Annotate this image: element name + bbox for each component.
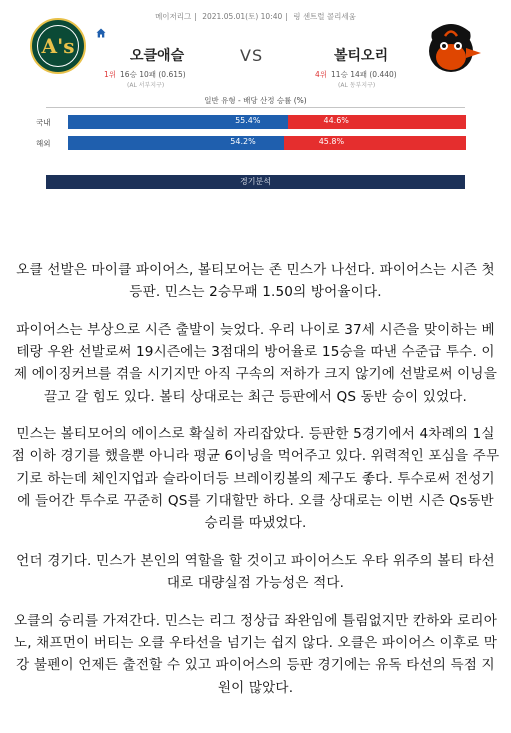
home-icon <box>96 28 106 38</box>
analysis-article <box>10 259 501 714</box>
article-paragraph: 언더 경기다. 민스가 본인의 역할을 할 것이고 파이어스도 우타 위주의 볼티 타선 대로 대량실점 가능성은 적다. <box>16 552 495 592</box>
analysis-tab[interactable]: 경기분석 <box>46 175 465 189</box>
oakland-athletics-logo <box>30 18 86 74</box>
domestic-home-bar <box>68 115 288 129</box>
home-record: 16승 10패 (0.615) <box>120 70 186 79</box>
venue-label: 링 센트럴 콜리세움 <box>293 12 356 21</box>
vs-label: VS <box>240 46 264 65</box>
baltimore-orioles-logo <box>420 18 482 76</box>
match-meta: 메이저리그 | 2021.05.01(토) 10:40 | 링 센트럴 콜리세움 <box>155 12 356 21</box>
overseas-label: 해외 <box>36 139 51 148</box>
away-rank: 4위 <box>315 70 328 79</box>
away-record: 11승 14패 (0.440) <box>331 70 397 79</box>
article-paragraph: 오클의 승리를 가져간다. 민스는 리그 정상급 좌완임에 틀림없지만 칸하와 로리아노, 채프먼이 버티는 오클 우타선을 넘기는 쉽지 않다. 오클은 파이어스 이후로 막강 불펜이 언제든 출전할 수 있고 파이어스의 등판 경기에는 유독 타선의 득점 지원이 많았다. <box>13 612 498 696</box>
home-division: (AL 서부지구) <box>127 82 165 89</box>
probability-divider <box>46 107 465 108</box>
away-rank-record <box>315 69 397 80</box>
overseas-away-pct: 45.8% <box>318 137 345 146</box>
overseas-probability-bar <box>68 136 466 150</box>
logo-mark: A's <box>41 34 75 58</box>
article-paragraph: 민스는 볼티모어의 에이스로 확실히 자리잡았다. 등판한 5경기에서 4차례의 1실점 이하 경기를 했을뿐 아니라 평균 6이닝을 먹어주고 있다. 위력적인 포심을 주무기로 하는데 체인지업과 슬라이더등 브레이킹볼의 제구도 좋다. 투수로써 전성기에 들어간 투수로 꾸준히 QS를 기대할만 하다. 오클 상대로는 이번 시즌 Qs동반 승리를 따냈었다. <box>11 426 500 532</box>
home-rank: 1위 <box>104 70 117 79</box>
home-rank-record <box>104 69 186 80</box>
overseas-away-bar <box>284 136 466 150</box>
domestic-probability-bar <box>68 115 466 129</box>
match-card <box>0 0 511 200</box>
domestic-label: 국내 <box>36 118 51 127</box>
away-division: (AL 동부지구) <box>338 82 376 89</box>
domestic-home-pct: 55.4% <box>235 116 261 125</box>
article-paragraph: 오클 선발은 마이클 파이어스, 볼티모어는 존 민스가 나선다. 파이어스는 시즌 첫 등판. 민스는 2승무패 1.50의 방어율이다. <box>16 262 495 301</box>
domestic-away-pct: 44.6% <box>323 116 349 125</box>
domestic-away-bar <box>288 115 466 129</box>
away-team-name[interactable]: 볼티오리 <box>334 48 389 64</box>
home-team-name[interactable]: 오클애슬 <box>130 48 185 64</box>
overseas-home-pct: 54.2% <box>230 137 256 146</box>
match-datetime: 2021.05.01(토) 10:40 <box>202 12 283 21</box>
probability-title: 일반 유형 - 배당 산정 승률 (%) <box>204 96 307 105</box>
article-paragraph: 파이어스는 부상으로 시즌 출발이 늦었다. 우리 나이로 37세 시즌을 맞이하는 베테랑 우완 선발로써 19시즌에는 3점대의 방어율로 15승을 따낸 수준급 투수. 이제 에이징커브를 겪을 시기지만 아직 구속의 저하가 크지 않기에 선발로써 이닝을 끌고 갈 힘도 있다. 볼티 상대로는 최근 등판에서 QS 동반 승이 있었다. <box>14 321 497 405</box>
overseas-home-bar <box>68 136 284 150</box>
league-label: 메이저리그 <box>155 12 192 21</box>
